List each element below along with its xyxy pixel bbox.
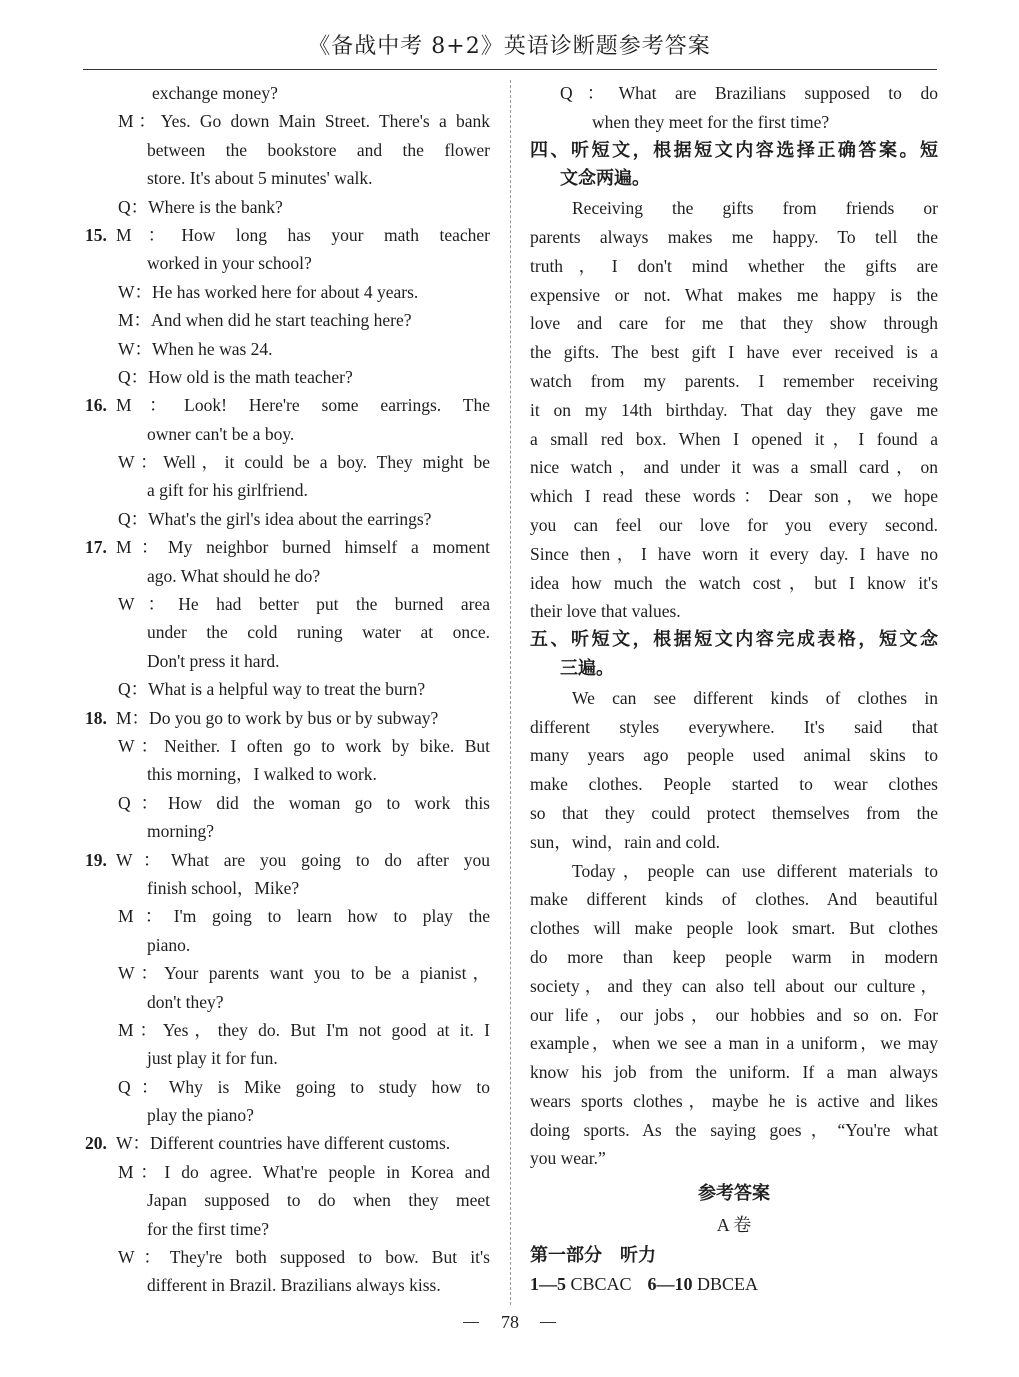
text-line: M：I do agree. What're people in Korea and [118, 1161, 490, 1182]
section-heading-line: 五、听短文，根据短文内容完成表格，短文念 [530, 629, 938, 651]
section-heading-line: 四、听短文，根据短文内容选择正确答案。短 [530, 139, 938, 161]
line-text: W：What are you going to do after you [116, 849, 490, 870]
column-divider [510, 80, 511, 1305]
text-line: make different kinds of clothes. And beautiful [530, 889, 938, 910]
text-line: finish school，Mike? [147, 877, 300, 898]
answer-volume: A 卷 [716, 1215, 752, 1235]
item-number: 20. [85, 1133, 107, 1154]
text-line: expensive or not. What makes me happy is the [530, 284, 938, 305]
header-rule [83, 69, 937, 70]
text-line: different styles everywhere. It's said that [530, 716, 938, 737]
text-line: make clothes. People started to wear clothes [530, 774, 938, 795]
numbered-line [85, 391, 490, 419]
line-text: W：Different countries have different customs. [116, 1133, 451, 1154]
text-line: Q：What are Brazilians supposed to do [560, 83, 938, 103]
text-line: clothes will make people look smart. But clothes [530, 918, 938, 939]
text-line: under the cold runing water at once. [147, 622, 490, 643]
answer-letters: DBCEA [697, 1274, 759, 1294]
line-text: M：My neighbor burned himself a moment [116, 537, 490, 558]
text-line: Receiving the gifts from friends or [572, 198, 938, 219]
text-line: Q：How did the woman go to work this [118, 792, 490, 813]
text-line: this morning，I walked to work. [147, 764, 377, 785]
answer-letters: CBCAC [570, 1274, 632, 1294]
text-line: W：When he was 24. [118, 338, 273, 359]
text-line: their love that values. [530, 601, 681, 622]
text-line: do more than keep people warm in modern [530, 946, 938, 967]
text-line: worked in your school? [147, 253, 312, 274]
text-line: wears sports clothes，maybe he is active and likes [530, 1090, 938, 1111]
text-line: piano. [147, 934, 191, 955]
numbered-line [85, 704, 490, 732]
text-line: M：I'm going to learn how to play the [118, 906, 490, 927]
text-line: truth，I don't mind whether the gifts are [530, 255, 938, 276]
text-line: We can see different kinds of clothes in [572, 687, 938, 708]
text-line: when they meet for the first time? [592, 111, 830, 132]
text-line: W：Neither. I often go to work by bike. But [118, 735, 490, 756]
text-line: W：He has worked here for about 4 years. [118, 281, 419, 302]
numbered-line [85, 221, 490, 249]
page-number-dash [540, 1322, 556, 1323]
text-line: parents always makes me happy. To tell the [530, 226, 938, 247]
item-number: 16. [85, 395, 107, 416]
text-line: store. It's about 5 minutes' walk. [147, 168, 373, 189]
text-line: ago. What should he do? [147, 565, 321, 586]
text-line: love and care for me that they show through [530, 313, 938, 334]
section-heading-line: 文念两遍。 [560, 168, 650, 190]
text-line: W：They're both supposed to bow. But it's [118, 1247, 490, 1268]
page-header-title: 《备战中考 8+2》英语诊断题参考答案 [308, 34, 711, 59]
left-column [85, 79, 490, 1300]
item-number: 15. [85, 224, 107, 245]
answer-range: 1—5 [530, 1274, 566, 1294]
text-line: doing sports. As the saying goes，“You're what [530, 1119, 938, 1140]
item-number: 18. [85, 707, 107, 728]
text-line: Don't press it hard. [147, 650, 280, 671]
text-line: different in Brazil. Brazilians always kiss. [147, 1275, 441, 1296]
line-text: M：Look! Here're some earrings. The [116, 395, 490, 416]
text-line: Since then，I have worn it every day. I have no [530, 543, 938, 564]
item-number: 17. [85, 537, 107, 558]
section-heading-line: 三遍。 [560, 657, 614, 679]
text-line: nice watch，and under it was a small card，on [530, 457, 938, 478]
text-line: Q：What is a helpful way to treat the burn? [118, 679, 426, 700]
text-line: our life，our jobs，our hobbies and so on. For [530, 1004, 938, 1025]
numbered-line [85, 533, 490, 561]
text-line: Q：Where is the bank? [118, 196, 283, 217]
answer-key-title: 参考答案 [698, 1183, 770, 1204]
text-line: don't they? [147, 991, 224, 1012]
text-line: example，when we see a man in a uniform，we may [530, 1033, 938, 1054]
item-number: 19. [85, 849, 107, 870]
text-line: just play it for fun. [147, 1048, 278, 1069]
text-line: Q：Why is Mike going to study how to [118, 1076, 490, 1097]
text-line: you wear.” [530, 1148, 606, 1169]
text-line: which I read these words：Dear son，we hope [530, 486, 938, 507]
text-line: so that they could protect themselves from the [530, 802, 938, 823]
text-line: idea how much the watch cost，but I know it's [530, 572, 938, 593]
answer-row [530, 1270, 938, 1299]
answer-range: 6—10 [647, 1274, 693, 1294]
text-line: Japan supposed to do when they meet [147, 1190, 490, 1211]
text-line: sun，wind，rain and cold. [530, 831, 721, 852]
text-line: play the piano? [147, 1105, 254, 1126]
text-line: a small red box. When I opened it，I found a [530, 428, 938, 449]
text-line: owner can't be a boy. [147, 423, 295, 444]
text-line: W：Your parents want you to be a pianist， [118, 963, 490, 984]
text-line: W：Well，it could be a boy. They might be [118, 452, 490, 473]
text-line: W：He had better put the burned area [118, 594, 490, 615]
text-line: you can feel our love for you every second. [530, 514, 938, 535]
text-line: M：And when did he start teaching here? [118, 310, 412, 331]
text-line: society，and they can also tell about our culture， [530, 975, 938, 996]
right-column [530, 79, 938, 1173]
answer-key [530, 1178, 938, 1299]
line-text: M：Do you go to work by bus or by subway? [116, 707, 439, 728]
text-line: many years ago people used animal skins to [530, 745, 938, 766]
text-line: for the first time? [147, 1218, 269, 1239]
text-line: know his job from the uniform. If a man always [530, 1062, 938, 1083]
text-line: it on my 14th birthday. That day they gave me [530, 399, 938, 420]
text-line: M：Yes. Go down Main Street. There's a bank [118, 111, 490, 132]
text-line: morning? [147, 821, 215, 842]
text-line: between the bookstore and the flower [147, 139, 490, 160]
text-line: a gift for his girlfriend. [147, 480, 308, 501]
text-line: Q：How old is the math teacher? [118, 366, 353, 387]
text-line: Q：What's the girl's idea about the earrings? [118, 508, 432, 529]
text-line: exchange money? [152, 83, 278, 103]
page-number: 78 [501, 1312, 519, 1332]
answer-part-heading: 第一部分 听力 [530, 1245, 656, 1266]
text-line: Today，people can use different materials to [572, 860, 938, 881]
numbered-line [85, 846, 490, 874]
line-text: M：How long has your math teacher [116, 224, 490, 245]
text-line: the gifts. The best gift I have ever received is a [530, 342, 938, 363]
text-line: watch from my parents. I remember receiving [530, 370, 938, 391]
text-line: M：Yes，they do. But I'm not good at it. I [118, 1019, 490, 1040]
numbered-line [85, 1129, 490, 1157]
